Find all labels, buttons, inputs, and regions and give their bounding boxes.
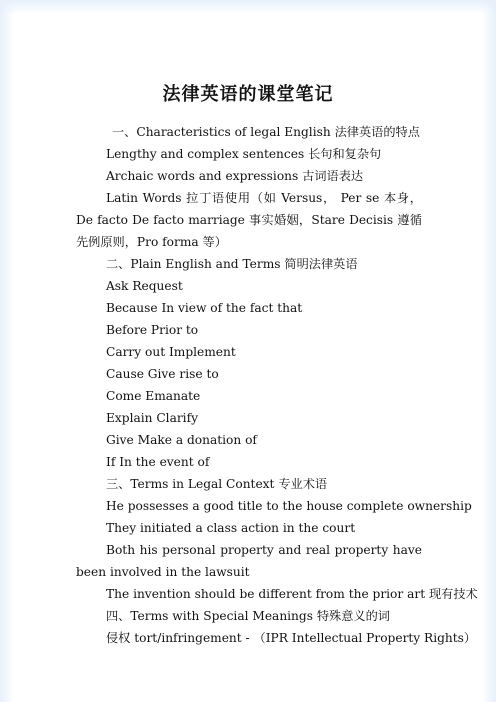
text-line: Carry out Implement: [106, 345, 236, 359]
text-paragraph-property: Both his personal property and real property have been involved in the lawsuit: [76, 543, 422, 579]
text-line: Because In view of the fact that: [106, 301, 303, 315]
section-heading-characteristics: 一、Characteristics of legal English 法律英语的特点: [112, 125, 420, 139]
text-line: Explain Clarify: [106, 411, 198, 425]
page-title: 法律英语的课堂笔记: [162, 84, 334, 105]
text-line: He possesses a good title to the house complete ownership: [106, 499, 472, 513]
notes-body: [76, 121, 478, 649]
text-line: Cause Give rise to: [106, 367, 219, 381]
section-heading-special-meanings: 四、Terms with Special Meanings 特殊意义的词: [106, 609, 390, 623]
section-heading-legal-context: 三、Terms in Legal Context 专业术语: [106, 477, 328, 491]
text-line: Lengthy and complex sentences 长句和复杂句: [106, 147, 382, 161]
text-line: If In the event of: [106, 455, 210, 469]
section-heading-plain-english: 二、Plain English and Terms 简明法律英语: [106, 257, 358, 271]
text-line: Come Emanate: [106, 389, 201, 403]
text-line: Ask Request: [106, 279, 183, 293]
text-line: Give Make a donation of: [106, 433, 257, 447]
text-line: Archaic words and expressions 古词语表达: [106, 169, 364, 183]
text-line: Before Prior to: [106, 323, 199, 337]
text-line: 侵权 tort/infringement - （IPR Intellectual Property Rights）: [106, 631, 477, 645]
text-line: They initiated a class action in the court: [106, 521, 356, 535]
text-line: The invention should be different from the prior art 现有技术: [106, 587, 478, 601]
text-paragraph-latin-words: Latin Words 拉丁语使用（如 Versus， Per se 本身，De facto De facto marriage 事实婚姻，Stare Decisis 遵循先例原则，Pro forma 等）: [76, 191, 422, 249]
